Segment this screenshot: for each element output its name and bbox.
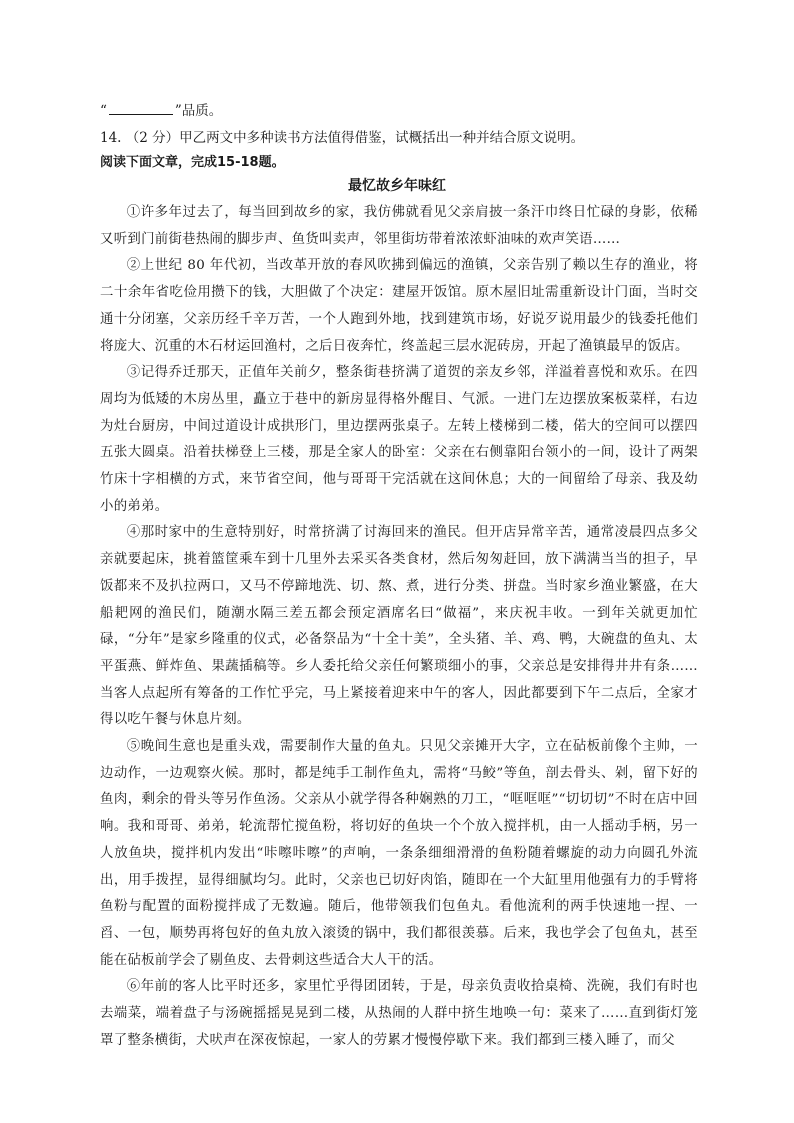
quote-close-text: ”品质。 [174,103,223,119]
answer-blank[interactable] [109,102,173,115]
question-14: 14. （2 分）甲乙两文中多种读书方法值得借鉴，试概括出一种并结合原文说明。 [100,130,585,146]
article-body [100,200,698,1055]
quote-open: “ [100,103,107,119]
article-title: 最忆故乡年味红 [348,178,446,194]
paragraph-5: ⑤晚间生意也是重头戏，需要制作大量的鱼丸。只见父亲摊开大字，立在砧板前像个主帅，一边动作，一边观察火候。那时，都是纯手工制作鱼丸，需将“马鲛”等鱼，剖去骨头、剁，留下好的鱼肉，剩余的骨头等另作鱼汤。父亲从小就学得各种娴熟的刀工，“哐哐哐”“切切切”不时在店中回响。我和哥哥、弟弟，轮流帮忙搅鱼粉，将切好的鱼块一个个放入搅拌机，由一人摇动手柄，另一人放鱼块，搅拌机内发出“咔嚓咔嚓”的声响，一条条细细滑滑的鱼粉随着螺旋的动力向圆孔外流出，用手拨捏，显得细腻均匀。此时，父亲也已切好肉馅，随即在一个大缸里用他强有力的手臂将鱼粉与配置的面粉搅拌成了无数遍。随后，他带领我们包鱼丸。看他流利的两手快速地一捏、一舀、一包，顺势再将包好的鱼丸放入滚烫的锅中，我们都很羡慕。后来，我也学会了包鱼丸，甚至能在砧板前学会了剔鱼皮、去骨刺这些适合大人干的活。 [100,739,698,968]
paragraph-4: ④那时家中的生意特别好，时常挤满了讨海回来的渔民。但开店异常辛苦，通常凌晨四点多父亲就要起床，挑着篮筐乘车到十几里外去采买各类食材，然后匆匆赶回，放下满满当当的担子，早饭都来不及扒拉两口，又马不停蹄地洗、切、熬、煮，进行分类、拼盘。当时家乡渔业繁盛，在大船耙网的渔民们，随潮水隔三差五都会预定酒席名曰“做福”，来庆祝丰收。一到年关就更加忙碌，“分年”是家乡隆重的仪式，必备祭品为“十全十美”，全头猪、羊、鸡、鸭，大碗盘的鱼丸、太平蛋燕、鲜炸鱼、果蔬插稿等。乡人委托给父亲任何繁琐细小的事，父亲总是安排得井井有条……当客人点起所有筹备的工作忙乎完，马上紧接着迎来中午的客人，因此都要到下午二点后，全家才得以吃午餐与休息片刻。 [100,525,698,728]
paragraph-2: ②上世纪 80 年代初，当改革开放的春风吹拂到偏远的渔镇，父亲告别了赖以生存的渔业，将二十余年省吃俭用攒下的钱，大胆做了个决定：建屋开饭馆。原木屋旧址需重新设计门面，当时交通十分闭塞，父亲历经千辛万苦，一个人跑到外地，找到建筑市场，好说歹说用最少的钱委托他们将庞大、沉重的木石材运回渔村，之后日夜奔忙，终盖起三层水泥砖房，开起了渔镇最早的饭店。 [100,258,698,354]
reading-instruction: 阅读下面文章，完成15-18题。 [100,155,285,170]
paragraph-3: ③记得乔迁那天，正值年关前夕，整条街巷挤满了道贺的亲友乡邻，洋溢着喜悦和欢乐。在四周均为低矮的木房丛里，矗立于巷中的新房显得格外醒目、气派。一进门左边摆放案板菜样，右边为灶台厨房，中间过道设计成拱形门，里边摆两张桌子。左转上楼梯到二楼，偌大的空间可以摆四五张大圆桌。沿着扶梯登上三楼，那是全家人的卧室：父亲在右侧靠阳台领小的一间，设计了两架竹床十字相横的方式，来节省空间，他与哥哥干完活就在这间休息；大的一间留给了母亲、我及幼小的弟弟。 [100,365,698,514]
paragraph-1: ①许多年过去了，每当回到故乡的家，我仿佛就看见父亲肩披一条汗巾终日忙碌的身影，依稀又听到门前街巷热闹的脚步声、鱼货叫卖声，邻里街坊带着浓浓虾油味的欢声笑语…… [100,205,698,247]
paragraph-6: ⑥年前的客人比平时还多，家里忙乎得团团转，于是，母亲负责收拾桌椅、洗碗，我们有时也去端菜，端着盘子与汤碗摇摇晃晃到二楼，从热闹的人群中挤生地唤一句：菜来了……直到街灯笼罩了整条横街，犬吠声在深夜惊起，一家人的劳累才慢慢停歇下来。我们都到三楼入睡了，而父 [100,979,698,1048]
question-13-tail [100,101,700,121]
